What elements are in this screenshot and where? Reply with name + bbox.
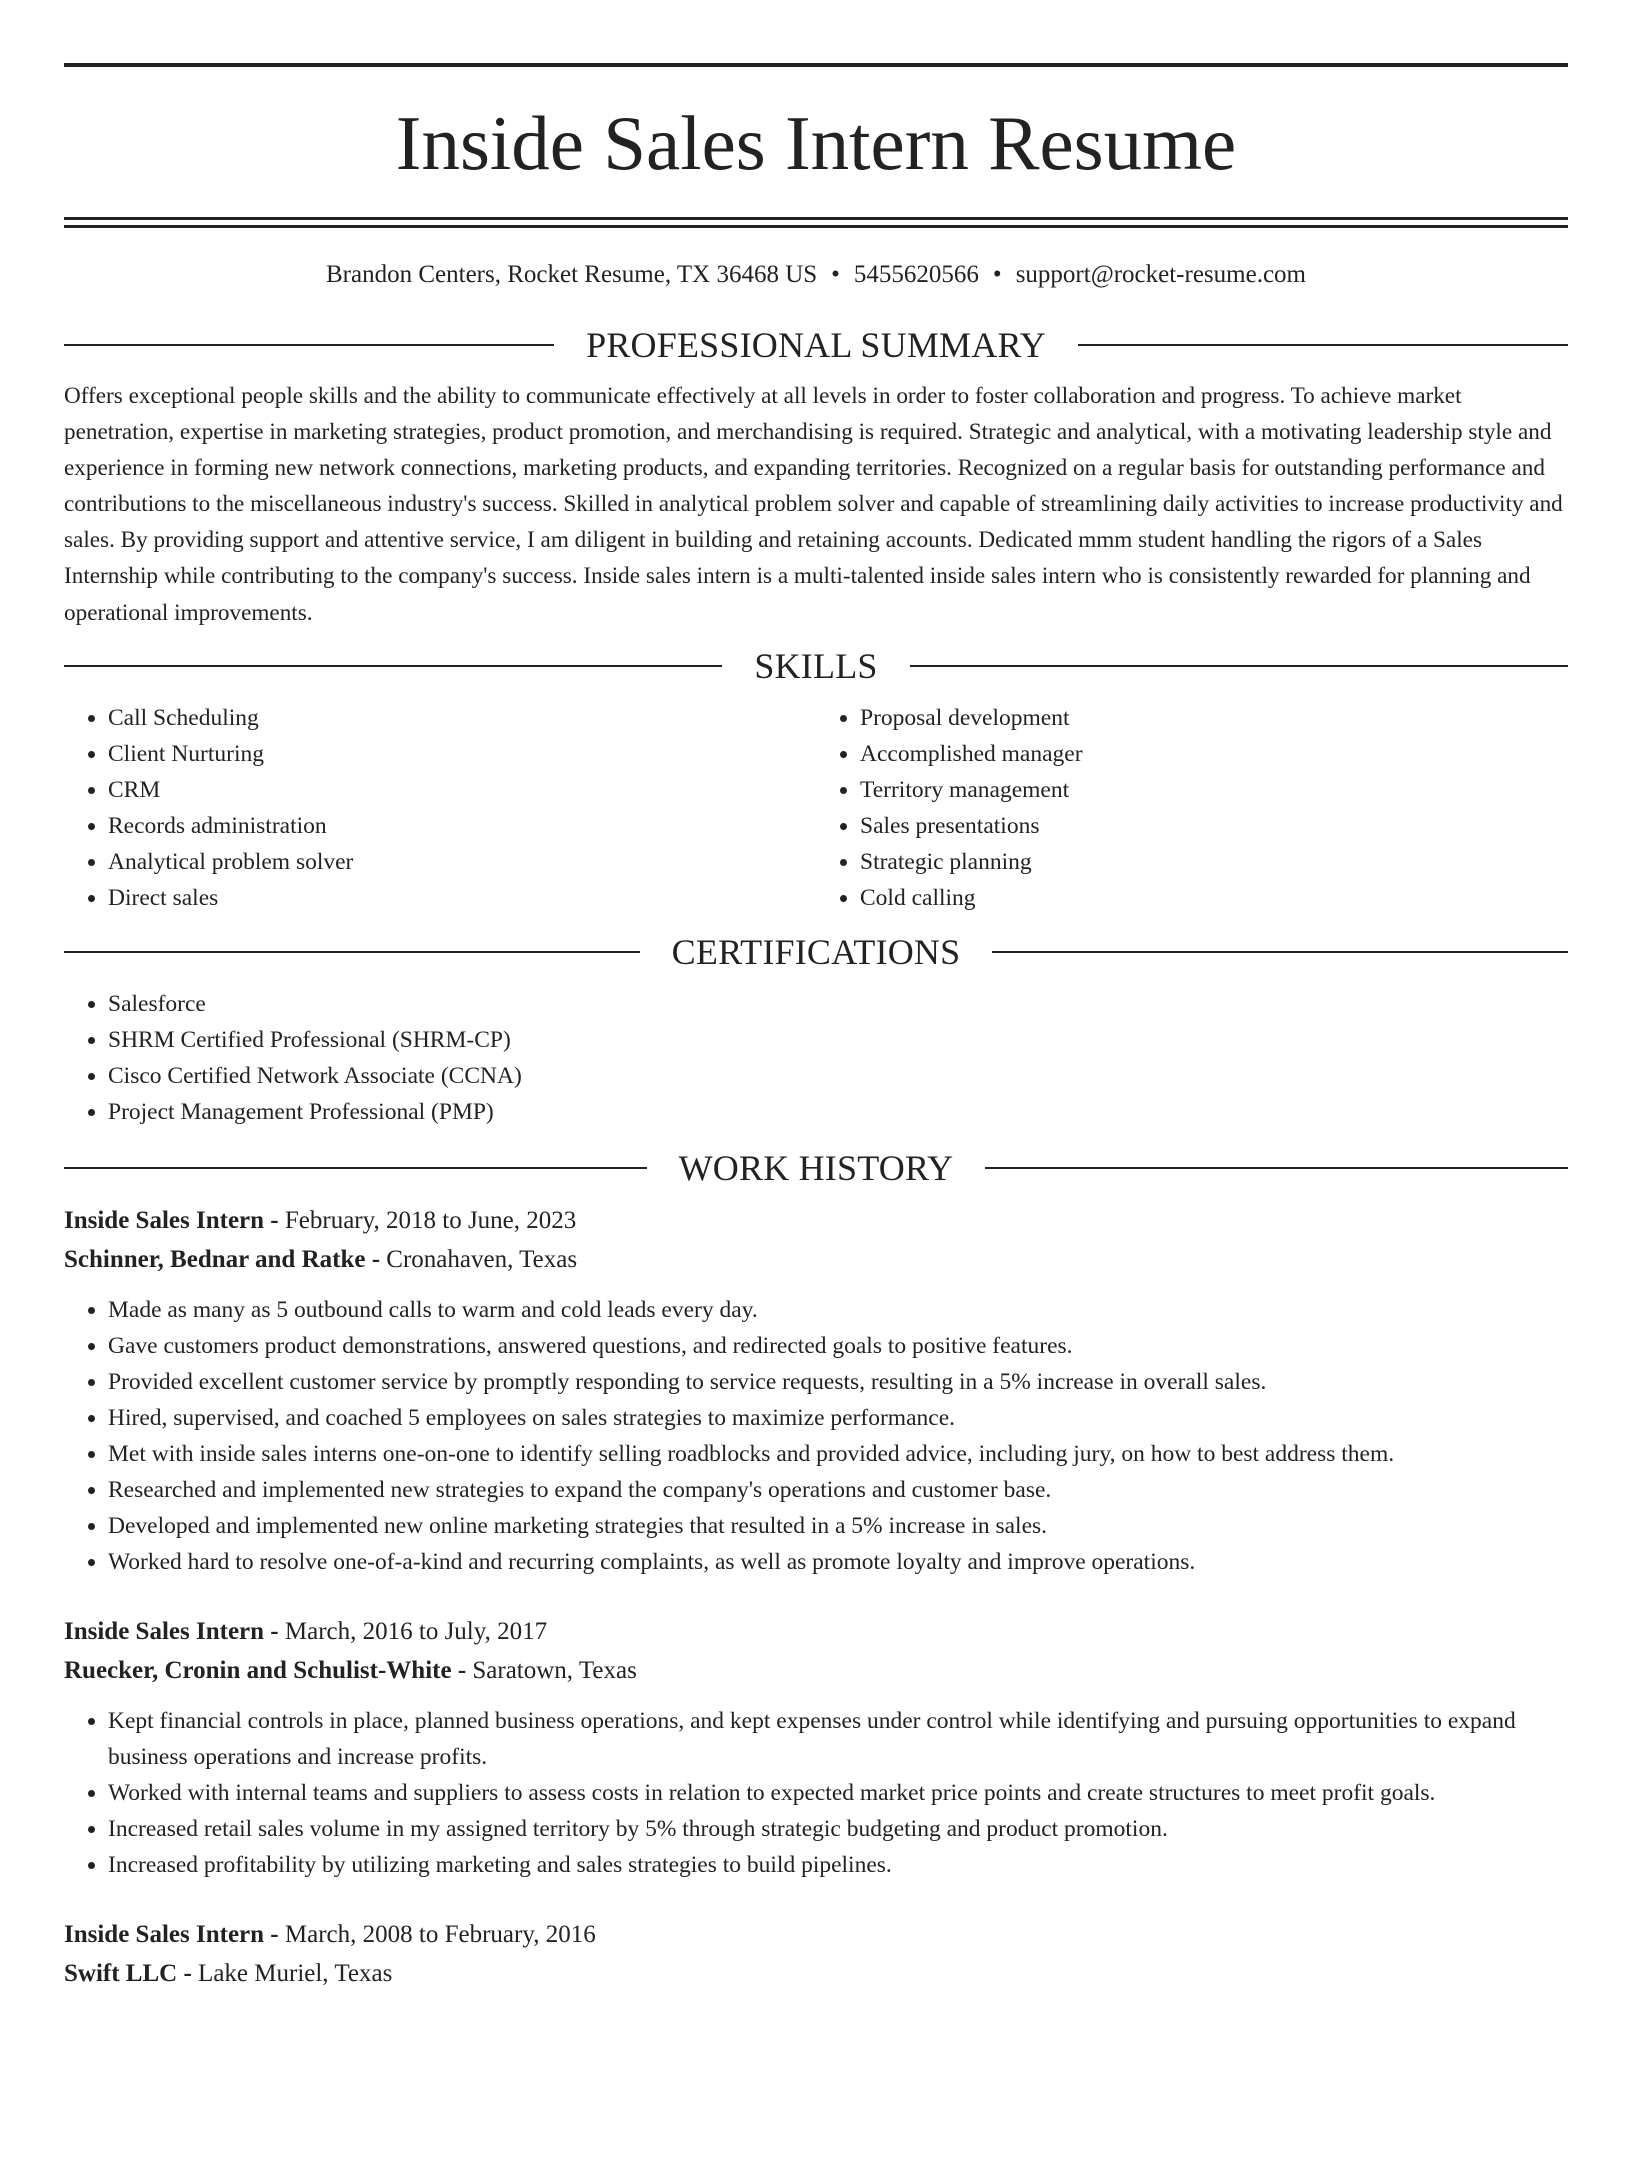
skill-item: • Sales presentations	[860, 808, 1568, 844]
job-company-line	[64, 1954, 1568, 1993]
certification-item: • Salesforce	[108, 986, 1568, 1022]
job-company-line	[64, 1651, 1568, 1690]
job-dash: -	[270, 1206, 279, 1234]
job-dash: -	[183, 1959, 192, 1987]
skills-grid	[64, 700, 1568, 916]
job-entry	[64, 1915, 1568, 1993]
resume-page	[0, 63, 1632, 2175]
title-double-rule	[64, 217, 1568, 228]
contact-separator: •	[831, 261, 840, 288]
job-bullet: • Worked with internal teams and suppliers to assess costs in relation to expected market price points and create structures to meet profit goals.	[108, 1775, 1568, 1811]
heading-rule	[992, 951, 1568, 953]
job-bullet: • Kept financial controls in place, planned business operations, and kept expenses under control while identifying and pursuing opportunities to expand business operations and increase profits.	[108, 1703, 1568, 1775]
certification-item: • SHRM Certified Professional (SHRM-CP)	[108, 1022, 1568, 1058]
job-dash: -	[457, 1656, 467, 1684]
heading-rule	[985, 1167, 1568, 1169]
job-bullet: • Worked hard to resolve one-of-a-kind and recurring complaints, as well as promote loyalty and improve operations.	[108, 1544, 1568, 1580]
skill-item: • Records administration	[108, 808, 816, 844]
job-bullet: • Researched and implemented new strategies to expand the company's operations and customer base.	[108, 1472, 1568, 1508]
job-title-line	[64, 1201, 1568, 1240]
job-dates: March, 2016 to July, 2017	[284, 1617, 548, 1645]
certification-item: • Cisco Certified Network Associate (CCNA)	[108, 1058, 1568, 1094]
job-title-line	[64, 1612, 1568, 1651]
job-dash: -	[371, 1245, 381, 1273]
job-title: Inside Sales Intern	[64, 1920, 265, 1948]
job-bullet: • Developed and implemented new online marketing strategies that resulted in a 5% increase in sales.	[108, 1508, 1568, 1544]
heading-rule	[64, 344, 554, 346]
job-bullet: • Made as many as 5 outbound calls to warm and cold leads every day.	[108, 1292, 1568, 1328]
job-title: Inside Sales Intern	[64, 1617, 265, 1645]
skill-item: • Client Nurturing	[108, 736, 816, 772]
contact-phone: 5455620566	[853, 261, 979, 288]
heading-rule	[64, 951, 640, 953]
job-company: Ruecker, Cronin and Schulist-White	[64, 1656, 452, 1684]
skill-item: • Call Scheduling	[108, 700, 816, 736]
resume-title: Inside Sales Intern Resume	[395, 100, 1237, 186]
job-dates: February, 2018 to June, 2023	[284, 1206, 577, 1234]
skill-item: • Direct sales	[108, 880, 816, 916]
certifications-heading-row	[64, 932, 1568, 972]
job-title: Inside Sales Intern	[64, 1206, 265, 1234]
skill-item: • Proposal development	[860, 700, 1568, 736]
contact-email: support@rocket-resume.com	[1015, 261, 1306, 288]
skill-item: • Analytical problem solver	[108, 844, 816, 880]
heading-rule	[64, 1167, 647, 1169]
heading-rule	[64, 665, 722, 667]
skills-column-left	[64, 700, 816, 916]
skill-item: • CRM	[108, 772, 816, 808]
skill-item: • Cold calling	[860, 880, 1568, 916]
summary-heading: PROFESSIONAL SUMMARY	[586, 325, 1046, 365]
contact-separator: •	[992, 261, 1002, 288]
job-dash: -	[270, 1617, 279, 1645]
certifications-heading: CERTIFICATIONS	[671, 931, 961, 972]
job-bullets	[64, 1703, 1568, 1883]
work-heading: WORK HISTORY	[678, 1147, 954, 1188]
contact-line	[64, 260, 1568, 290]
skill-item: • Strategic planning	[860, 844, 1568, 880]
job-dash: -	[270, 1920, 279, 1948]
skill-item: • Territory management	[860, 772, 1568, 808]
skill-item: • Accomplished manager	[860, 736, 1568, 772]
job-entry	[64, 1201, 1568, 1580]
job-bullet: • Gave customers product demonstrations, answered questions, and redirected goals to positive features.	[108, 1328, 1568, 1364]
job-bullet: • Increased retail sales volume in my assigned territory by 5% through strategic budgeting and product promotion.	[108, 1811, 1568, 1847]
job-location: Saratown, Texas	[472, 1656, 637, 1684]
certifications-list	[64, 986, 1568, 1130]
job-location: Cronahaven, Texas	[386, 1245, 578, 1273]
heading-rule	[1078, 344, 1568, 346]
job-bullet: • Provided excellent customer service by promptly responding to service requests, resulting in a 5% increase in overall sales.	[108, 1364, 1568, 1400]
job-entry	[64, 1612, 1568, 1883]
skills-heading: SKILLS	[754, 645, 878, 686]
job-bullet: • Hired, supervised, and coached 5 employees on sales strategies to maximize performance.	[108, 1400, 1568, 1436]
job-bullet: • Met with inside sales interns one-on-one to identify selling roadblocks and provided advice, including jury, on how to best address them.	[108, 1436, 1568, 1472]
job-bullets	[64, 1292, 1568, 1580]
job-location: Lake Muriel, Texas	[198, 1959, 393, 1987]
job-company-line	[64, 1240, 1568, 1279]
job-dates: March, 2008 to February, 2016	[284, 1920, 596, 1948]
job-company: Schinner, Bednar and Ratke	[64, 1245, 366, 1273]
skills-list-left	[64, 700, 816, 916]
skills-heading-row	[64, 646, 1568, 686]
summary-heading-row	[64, 325, 1568, 365]
work-heading-row	[64, 1148, 1568, 1188]
job-company: Swift LLC	[64, 1959, 178, 1987]
heading-rule	[910, 665, 1568, 667]
summary-text: Offers exceptional people skills and the ability to communicate effectively at all levels in order to foster collaboration and progress. To achieve market penetration, expertise in marketing strategies, product promotion, and merchandising is required. Strategic and analytical, with a motivating leadership style and experience in forming new network connections, marketing products, and expanding territories. Recognized on a regular basis for outstanding performance and contributions to the miscellaneous industry's success. Skilled in analytical problem solver and capable of streamlining daily activities to increase productivity and sales. By providing support and attentive service, I am diligent in building and retaining accounts. Dedicated mmm student handling the rigors of a Sales Internship while contributing to the company's success. Inside sales intern is a multi-talented inside sales intern who is consistently rewarded for planning and operational improvements.	[64, 383, 1563, 626]
job-bullet: • Increased profitability by utilizing marketing and sales strategies to build pipelines.	[108, 1847, 1568, 1883]
top-rule	[64, 63, 1568, 67]
certification-item: • Project Management Professional (PMP)	[108, 1094, 1568, 1130]
skills-column-right	[816, 700, 1568, 916]
contact-address: Brandon Centers, Rocket Resume, TX 36468 US	[326, 261, 818, 288]
skills-list-right	[816, 700, 1568, 916]
job-title-line	[64, 1915, 1568, 1954]
